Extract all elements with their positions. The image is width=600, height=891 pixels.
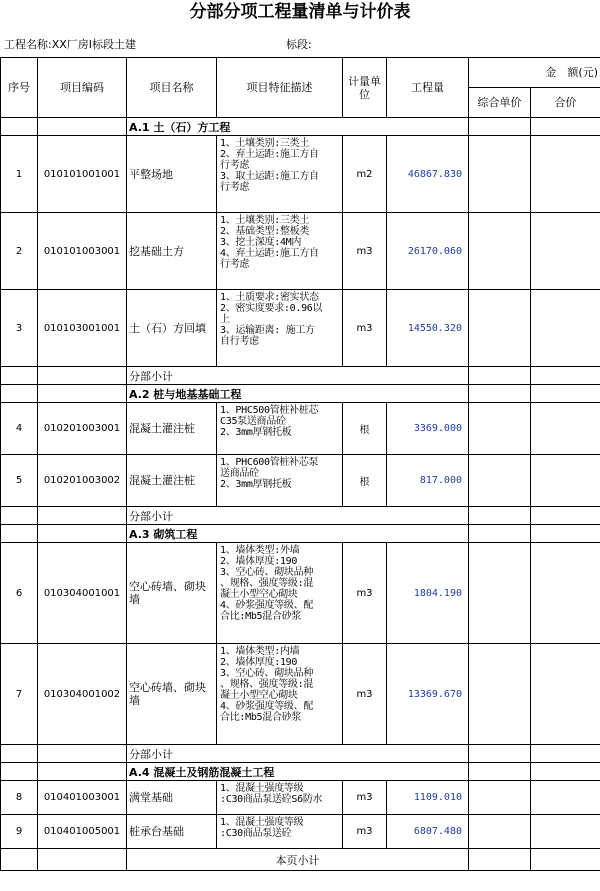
row-seq: 2 [1, 213, 38, 290]
row-total [531, 781, 600, 815]
row-desc [217, 644, 343, 745]
desc-line: 凝土小型空心砌块 [220, 690, 298, 701]
empty-cell [469, 367, 531, 385]
header-total: 合价 [531, 88, 600, 118]
subtotal-label: 分部小计 [127, 367, 469, 385]
empty-cell [469, 118, 531, 136]
table-row [1, 543, 600, 644]
section-row [1, 118, 600, 136]
table-row [1, 136, 600, 213]
row-unit-price [469, 136, 531, 213]
row-unit: m3 [343, 781, 387, 815]
empty-cell [1, 118, 38, 136]
desc-line: 上 [220, 314, 230, 325]
empty-cell [531, 118, 600, 136]
row-desc [217, 815, 343, 849]
desc-line: 2、墙体厚度:190 [220, 556, 298, 567]
row-desc [217, 455, 343, 507]
desc-line: 4、弃土运距:施工方自 [220, 248, 319, 259]
empty-cell [531, 367, 600, 385]
row-seq: 7 [1, 644, 38, 745]
empty-cell [531, 763, 600, 781]
table-row [1, 455, 600, 507]
row-seq: 8 [1, 781, 38, 815]
row-desc [217, 136, 343, 213]
empty-cell [38, 118, 127, 136]
row-code: 010103001001 [38, 290, 127, 367]
row-code: 010201003001 [38, 403, 127, 455]
table-row [1, 213, 600, 290]
row-total [531, 136, 600, 213]
desc-line: 2、密实度要求:0.96以 [220, 303, 323, 314]
row-unit-price [469, 290, 531, 367]
row-unit-price [469, 403, 531, 455]
row-unit: m3 [343, 815, 387, 849]
row-unit: m3 [343, 543, 387, 644]
row-unit: m3 [343, 290, 387, 367]
desc-line: 3、运输距离: 施工方 [220, 325, 315, 336]
row-desc [217, 290, 343, 367]
row-total [531, 290, 600, 367]
row-seq: 4 [1, 403, 38, 455]
desc-line: 4、砂浆强度等级、配 [220, 701, 314, 712]
desc-line: 合比:Mb5混合砂浆 [220, 611, 302, 622]
row-seq: 6 [1, 543, 38, 644]
desc-line: 1、混凝土强度等级 [220, 817, 304, 828]
header-unit: 计量单位 [343, 58, 387, 118]
header-qty: 工程量 [387, 58, 469, 118]
table-row [1, 815, 600, 849]
row-name: 桩承台基础 [127, 815, 217, 849]
desc-line: :C30商品泵送砼S6防水 [220, 794, 323, 805]
empty-cell [531, 745, 600, 763]
section-row [1, 385, 600, 403]
desc-line: :C30商品泵送砼 [220, 828, 292, 839]
empty-cell [469, 385, 531, 403]
row-qty: 13369.670 [387, 644, 469, 745]
row-name: 土（石）方回填 [127, 290, 217, 367]
desc-line: 3、空心砖、砌块品种 [220, 567, 314, 578]
row-seq: 5 [1, 455, 38, 507]
section-title: A.1 土（石）方工程 [127, 118, 469, 136]
empty-cell [1, 745, 38, 763]
empty-cell [469, 849, 531, 871]
desc-line: 自行考虑 [220, 336, 259, 347]
row-code: 010101001001 [38, 136, 127, 213]
desc-line: 1、PHC500管桩补桩芯 [220, 405, 319, 416]
header-seq: 序号 [1, 58, 38, 118]
empty-cell [1, 763, 38, 781]
table-row [1, 644, 600, 745]
desc-line: 2、基础类型:整板类 [220, 226, 310, 237]
row-qty: 6807.480 [387, 815, 469, 849]
desc-line: 、规格、强度等级:混 [220, 679, 314, 690]
row-name: 混凝土灌注桩 [127, 455, 217, 507]
subtotal-label: 分部小计 [127, 745, 469, 763]
row-desc [217, 781, 343, 815]
project-name: 工程名称:XX厂房Ⅰ标段土建 [4, 38, 137, 51]
row-name: 空心砖墙、砌块墙 [127, 644, 217, 745]
empty-cell [38, 525, 127, 543]
desc-line: 1、土质要求:密实状态 [220, 292, 319, 303]
empty-cell [469, 763, 531, 781]
row-unit: m3 [343, 213, 387, 290]
desc-line: 合比:Mb5混合砂浆 [220, 712, 302, 723]
empty-cell [1, 385, 38, 403]
row-qty: 1109.010 [387, 781, 469, 815]
bill-of-quantities-table [0, 57, 600, 871]
section-title: A.3 砌筑工程 [127, 525, 469, 543]
subtotal-row [1, 745, 600, 763]
header-amount: 金 额(元) [469, 58, 600, 88]
row-code: 010101003001 [38, 213, 127, 290]
header-desc: 项目特征描述 [217, 58, 343, 118]
page-subtotal-label: 本页小计 [127, 849, 469, 871]
row-qty: 14550.320 [387, 290, 469, 367]
table-row [1, 781, 600, 815]
empty-cell [531, 525, 600, 543]
desc-line: 行考虑 [220, 160, 250, 171]
row-qty: 817.000 [387, 455, 469, 507]
desc-line: 1、土壤类别:三类土 [220, 138, 310, 149]
desc-line: C35泵送商品砼 [220, 416, 286, 427]
table-row [1, 290, 600, 367]
row-code: 010201003002 [38, 455, 127, 507]
row-desc [217, 543, 343, 644]
row-code: 010304001002 [38, 644, 127, 745]
row-code: 010401005001 [38, 815, 127, 849]
row-unit-price [469, 781, 531, 815]
empty-cell [1, 507, 38, 525]
row-code: 010304001001 [38, 543, 127, 644]
empty-cell [1, 849, 38, 871]
row-name: 挖基础土方 [127, 213, 217, 290]
empty-cell [531, 385, 600, 403]
table-row [1, 403, 600, 455]
row-seq: 9 [1, 815, 38, 849]
row-qty: 46867.830 [387, 136, 469, 213]
row-desc [217, 403, 343, 455]
desc-line: 1、混凝土强度等级 [220, 783, 304, 794]
empty-cell [38, 763, 127, 781]
row-name: 空心砖墙、砌块墙 [127, 543, 217, 644]
desc-line: 、规格、强度等级:混 [220, 578, 314, 589]
desc-line: 3、取土运距:施工方自 [220, 171, 319, 182]
row-unit: 根 [343, 403, 387, 455]
desc-line: 送商品砼 [220, 468, 259, 479]
row-unit: m2 [343, 136, 387, 213]
empty-cell [531, 849, 600, 871]
empty-cell [38, 385, 127, 403]
header-name: 项目名称 [127, 58, 217, 118]
header-unit-price: 综合单价 [469, 88, 531, 118]
empty-cell [38, 745, 127, 763]
desc-line: 2、3mm厚钢托板 [220, 479, 292, 490]
desc-line: 1、土壤类别:三类土 [220, 215, 310, 226]
row-unit: m3 [343, 644, 387, 745]
page-subtotal-row [1, 849, 600, 871]
desc-line: 1、墙体类型:内墙 [220, 646, 300, 657]
row-unit-price [469, 455, 531, 507]
section-row [1, 763, 600, 781]
desc-line: 3、空心砖、砌块品种 [220, 668, 314, 679]
empty-cell [469, 525, 531, 543]
desc-line: 4、砂浆强度等级、配 [220, 600, 314, 611]
row-total [531, 543, 600, 644]
subtotal-row [1, 507, 600, 525]
row-name: 平整场地 [127, 136, 217, 213]
desc-line: 2、墙体厚度:190 [220, 657, 298, 668]
desc-line: 2、弃土运距:施工方自 [220, 149, 319, 160]
row-unit-price [469, 543, 531, 644]
row-total [531, 815, 600, 849]
subtotal-label: 分部小计 [127, 507, 469, 525]
row-desc [217, 213, 343, 290]
row-qty: 26170.060 [387, 213, 469, 290]
row-name: 满堂基础 [127, 781, 217, 815]
section-title: A.4 混凝土及钢筋混凝土工程 [127, 763, 469, 781]
row-name: 混凝土灌注桩 [127, 403, 217, 455]
section-name: 标段: [286, 38, 312, 51]
row-seq: 1 [1, 136, 38, 213]
empty-cell [531, 507, 600, 525]
desc-line: 行考虑 [220, 259, 250, 270]
row-qty: 1804.190 [387, 543, 469, 644]
row-qty: 3369.000 [387, 403, 469, 455]
row-unit: 根 [343, 455, 387, 507]
empty-cell [38, 849, 127, 871]
desc-line: 1、墙体类型:外墙 [220, 545, 300, 556]
row-total [531, 403, 600, 455]
section-title: A.2 桩与地基基础工程 [127, 385, 469, 403]
empty-cell [38, 367, 127, 385]
row-total [531, 644, 600, 745]
header-code: 项目编码 [38, 58, 127, 118]
desc-line: 2、3mm厚钢托板 [220, 427, 292, 438]
empty-cell [1, 525, 38, 543]
desc-line: 1、PHC600管桩补芯泵 [220, 457, 319, 468]
empty-cell [38, 507, 127, 525]
section-row [1, 525, 600, 543]
desc-line: 3、挖土深度:4M内 [220, 237, 302, 248]
empty-cell [1, 367, 38, 385]
page-title: 分部分项工程量清单与计价表 [189, 2, 411, 22]
row-unit-price [469, 644, 531, 745]
empty-cell [469, 507, 531, 525]
row-seq: 3 [1, 290, 38, 367]
row-total [531, 213, 600, 290]
subtotal-row [1, 367, 600, 385]
row-code: 010401003001 [38, 781, 127, 815]
empty-cell [469, 745, 531, 763]
row-unit-price [469, 213, 531, 290]
row-unit-price [469, 815, 531, 849]
row-total [531, 455, 600, 507]
desc-line: 凝土小型空心砌块 [220, 589, 298, 600]
desc-line: 行考虑 [220, 182, 250, 193]
